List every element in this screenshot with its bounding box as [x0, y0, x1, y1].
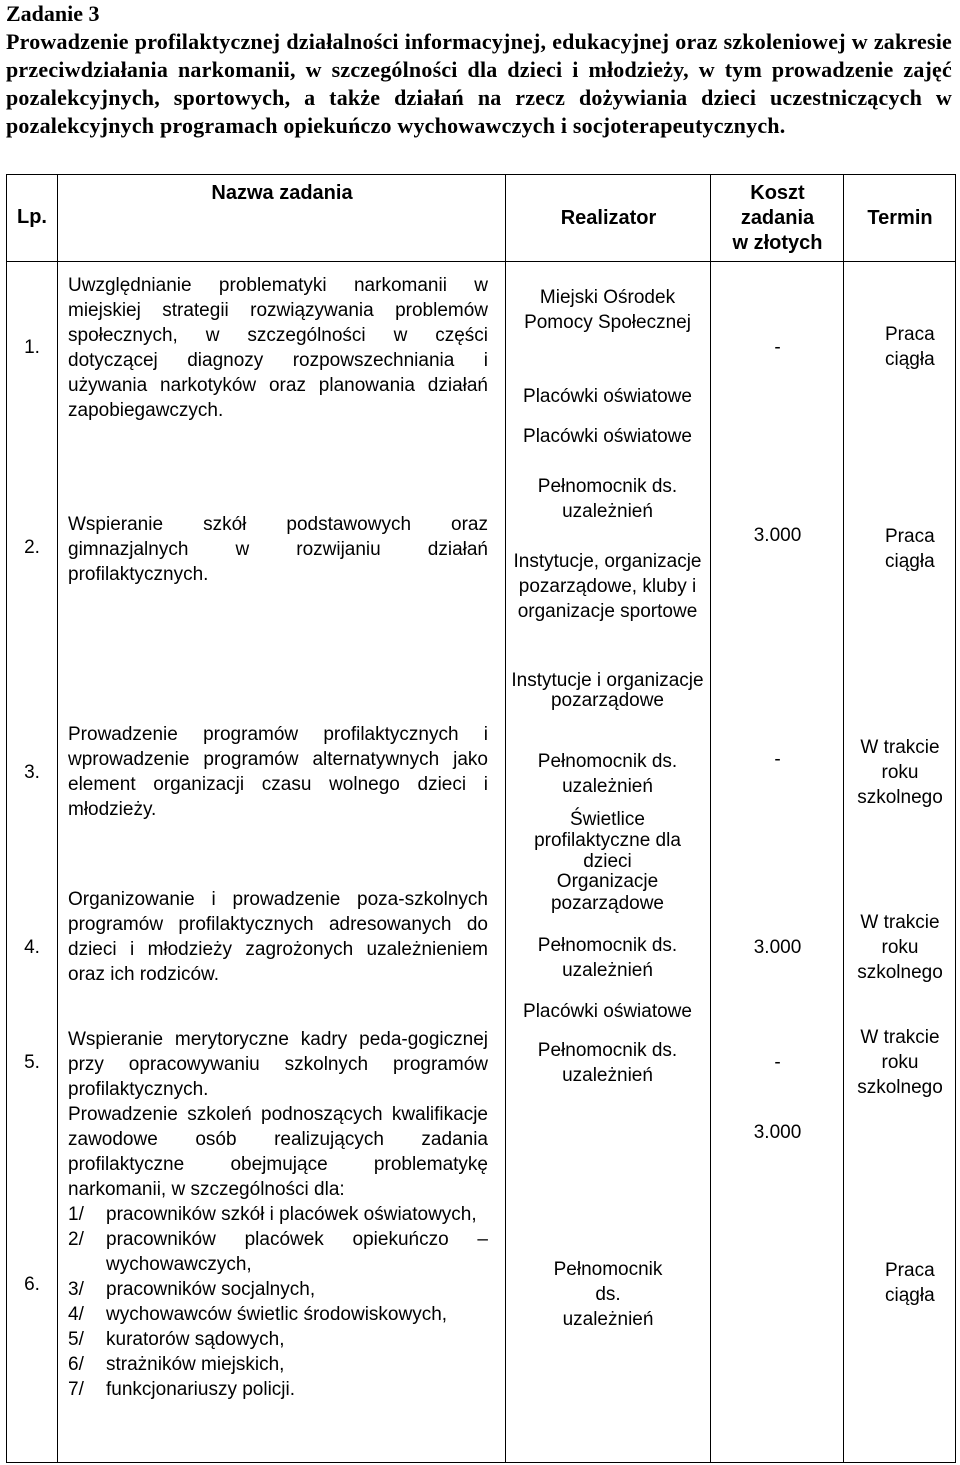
header-task-name: Nazwa zadania [211, 182, 353, 204]
tasks-table [6, 174, 956, 1463]
document-heading [6, 0, 952, 140]
header-term: Termin [867, 207, 933, 229]
row4-cost: 3.000 [753, 937, 802, 958]
task-description: Prowadzenie profilaktycznej działalności informacyjnej, edukacyjnej oraz szkoleniowej w zakresie przeciwdziałania narkomanii, w szczególności dla dzieci i młodzieży, w tym prowadzenie zajęć pozalekcyjnych, sportowych, a także działań na rzecz dożywiania dzieci uczestniczących w pozalekcyjnych programach opiekuńczo wychowawczych i socjoterapeutycznych. [6, 29, 952, 138]
column-divider [710, 175, 711, 1462]
row1-realizator-mops: Miejski Ośrodek Pomocy Społecznej [524, 287, 691, 333]
header-lp: Lp. [17, 206, 47, 228]
header-cost-line2: zadania [740, 207, 815, 229]
row4-realizator-plenipotentiary: Pełnomocnik ds. uzależnień [537, 935, 678, 981]
list-item: 3/ pracowników socjalnych, [68, 1279, 316, 1300]
row5-task-name: Wspieranie merytoryczne kadry peda-gogicznej przy opracowywaniu szkolnych programów profilaktycznych. [68, 1029, 488, 1100]
row2-task-name: Wspieranie szkół podstawowych oraz gimnazjalnych w rozwijaniu działań profilaktycznych. [68, 514, 488, 585]
list-item: 4/ wychowawców świetlic środowiskowych, [68, 1304, 448, 1325]
list-item: 5/ kuratorów sądowych, [68, 1329, 285, 1350]
row2-term: Praca ciągła [885, 526, 935, 572]
row4-realizator-organizations: Organizacje pozarządowe [550, 871, 665, 914]
task-title: Zadanie 3 [6, 1, 100, 26]
row3-lp: 3. [24, 762, 40, 783]
row5-lp: 5. [24, 1052, 40, 1073]
row1-term: Praca ciągła [885, 324, 935, 370]
row6-realizator-plenipotentiary: Pełnomocnik ds. uzależnień [553, 1259, 663, 1330]
list-item: 2/ pracowników placówek opiekuńczo – wychowawczych, [68, 1229, 488, 1275]
row6-recipient-list [68, 1202, 488, 1402]
header-divider [7, 261, 955, 262]
row4-term: W trakcie roku szkolnego [857, 912, 943, 983]
list-item: 7/ funkcjonariuszy policji. [68, 1379, 296, 1400]
column-divider [57, 175, 58, 1462]
row6-task-name [68, 1102, 488, 1402]
row3-realizator-institutions: Instytucje i organizacje pozarządowe [511, 670, 704, 711]
row3-realizator-plenipotentiary: Pełnomocnik ds. uzależnień [537, 751, 678, 797]
row6-term: Praca ciągła [885, 1260, 935, 1306]
row2-realizator-schools: Placówki oświatowe [523, 426, 692, 447]
row1-lp: 1. [24, 337, 40, 358]
row6-task-intro: Prowadzenie szkoleń podnoszących kwalifikacje zawodowe osób realizujących zadania profilaktyczne obejmujące problematykę narkomanii, w szczególności dla: [68, 1104, 488, 1200]
row4-task-name: Organizowanie i prowadzenie poza-szkolnych programów profilaktycznych adresowanych do dzieci i młodzieży zagrożonych uzależnieniem oraz ich rodziców. [68, 889, 488, 985]
row3-realizator-dayrooms: Świetlice profilaktyczne dla dzieci [534, 809, 681, 872]
row2-realizator-institutions: Instytucje, organizacje pozarządowe, kluby i organizacje sportowe [513, 551, 702, 622]
row3-term: W trakcie roku szkolnego [857, 737, 943, 808]
row1-realizator-schools: Placówki oświatowe [523, 386, 692, 407]
row1-task-name: Uwzględnianie problematyki narkomanii w miejskiej strategii rozwiązywania problemów społecznych, w szczególności w części dotyczącej diagnozy rozpowszechniania i używania narkotyków oraz planowania działań zapobiegawczych. [68, 275, 488, 421]
row5-realizator-plenipotentiary: Pełnomocnik ds. uzależnień [537, 1040, 678, 1086]
list-item: 1/ pracowników szkół i placówek oświatowych, [68, 1204, 477, 1225]
column-divider [843, 175, 844, 1462]
row3-task-name: Prowadzenie programów profilaktycznych i wprowadzenie programów alternatywnych jako element organizacji czasu wolnego dzieci i młodzieży. [68, 724, 488, 820]
header-realizator: Realizator [560, 207, 657, 229]
row2-realizator-plenipotentiary: Pełnomocnik ds. uzależnień [537, 476, 678, 522]
column-divider [505, 175, 506, 1462]
header-cost-line3: w złotych [732, 232, 823, 254]
header-cost-line1: Koszt [750, 182, 805, 204]
row6-lp: 6. [24, 1274, 40, 1295]
row4-realizator-schools: Placówki oświatowe [523, 1001, 692, 1022]
row5-cost: - [774, 1052, 781, 1073]
row6-cost: 3.000 [753, 1122, 802, 1143]
row4-lp: 4. [24, 937, 40, 958]
row2-cost: 3.000 [753, 525, 802, 546]
row5-term: W trakcie roku szkolnego [857, 1027, 943, 1098]
row3-cost: - [774, 749, 781, 770]
list-item: 6/ strażników miejskich, [68, 1354, 285, 1375]
row2-lp: 2. [24, 537, 40, 558]
header-cost [712, 181, 843, 256]
row1-cost: - [774, 337, 781, 358]
